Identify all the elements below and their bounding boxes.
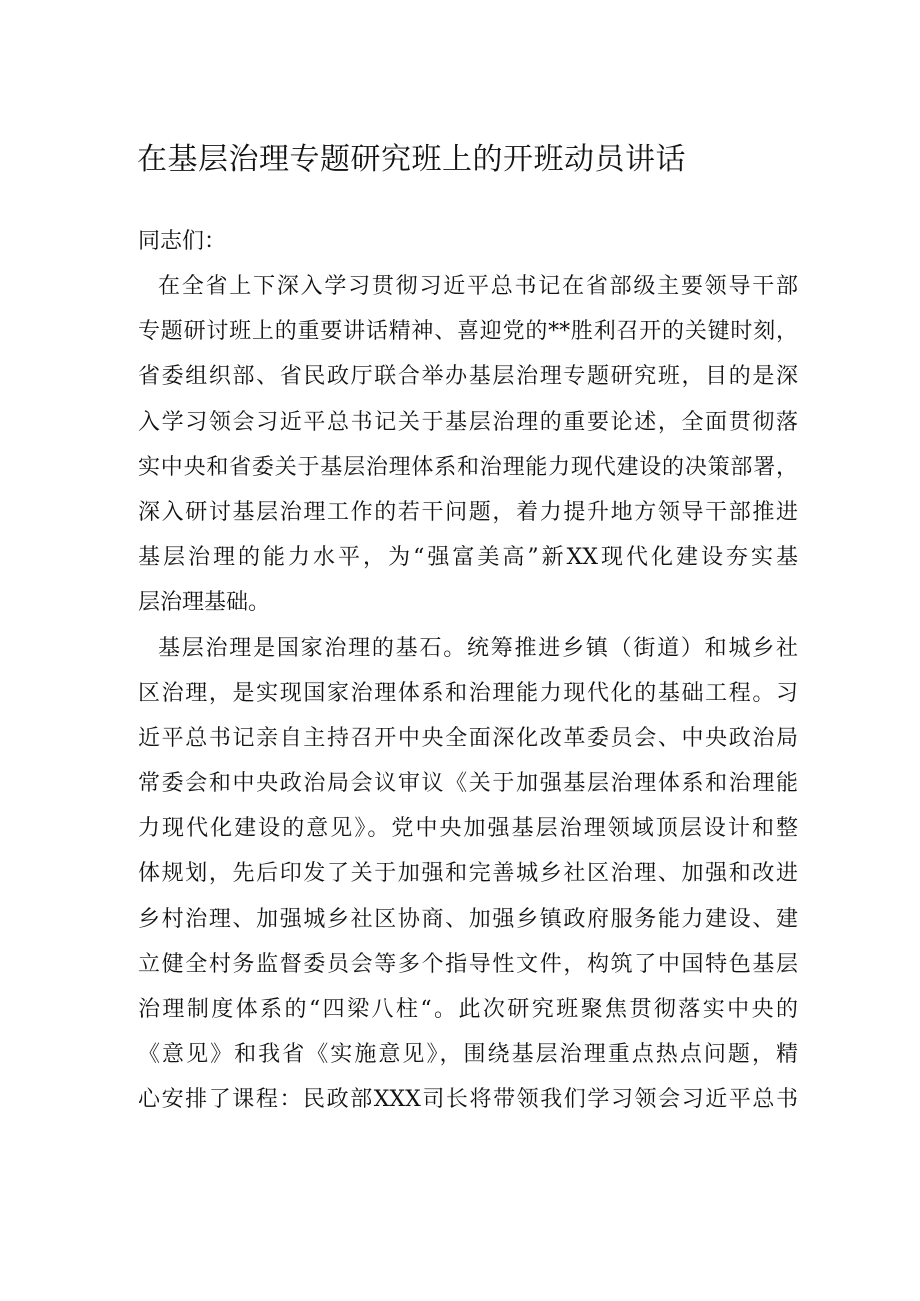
text-line: 基层治理是国家治理的基石。统筹推进乡镇（街道）和城乡社 [158,635,798,661]
text-line: 乡村治理、加强城乡社区协商、加强乡镇政府服务能力建设、建 [138,906,798,932]
text-line: 区治理，是实现国家治理体系和治理能力现代化的基础工程。习 [138,680,798,706]
text-line: 《意见》和我省《实施意见》，围绕基层治理重点热点问题，精 [138,1042,798,1068]
text-line: 基层治理的能力水平，为“强富美高”新XX现代化建设夯实基 [138,545,798,571]
text-line: 常委会和中央政治局会议审议《关于加强基层治理体系和治理能 [138,771,798,797]
text-line: 治理制度体系的“四梁八柱“。此次研究班聚焦贯彻落实中央的 [138,997,798,1022]
text-line: 入学习领会习近平总书记关于基层治理的重要论述，全面贯彻落 [138,409,798,435]
document-title: 在基层治理专题研究班上的开班动员讲话 [137,142,686,177]
text-line: 层治理基础。 [138,590,271,616]
text-line: 实中央和省委关于基层治理体系和治理能力现代建设的决策部署， [138,454,798,480]
text-line: 省委组织部、省民政厅联合举办基层治理专题研究班，目的是深 [138,364,798,390]
text-line: 体规划，先后印发了关于加强和完善城乡社区治理、加强和改进 [138,861,798,887]
text-line: 深入研讨基层治理工作的若干问题，着力提升地方领导干部推进 [138,499,798,525]
text-line: 心安排了课程：民政部XXX司长将带领我们学习领会习近平总书 [138,1087,798,1113]
salutation: 同志们： [138,229,227,254]
text-line: 立健全村务监督委员会等多个指导性文件，构筑了中国特色基层 [138,951,798,977]
text-line: 近平总书记亲自主持召开中央全面深化改革委员会、中央政治局 [138,725,798,751]
body-text [138,264,798,1123]
text-line: 专题研讨班上的重要讲话精神、喜迎党的**胜利召开的关键时刻， [138,319,798,345]
text-line: 力现代化建设的意见》。党中央加强基层治理领域顶层设计和整 [138,816,798,842]
text-line: 在全省上下深入学习贯彻习近平总书记在省部级主要领导干部 [158,274,798,299]
